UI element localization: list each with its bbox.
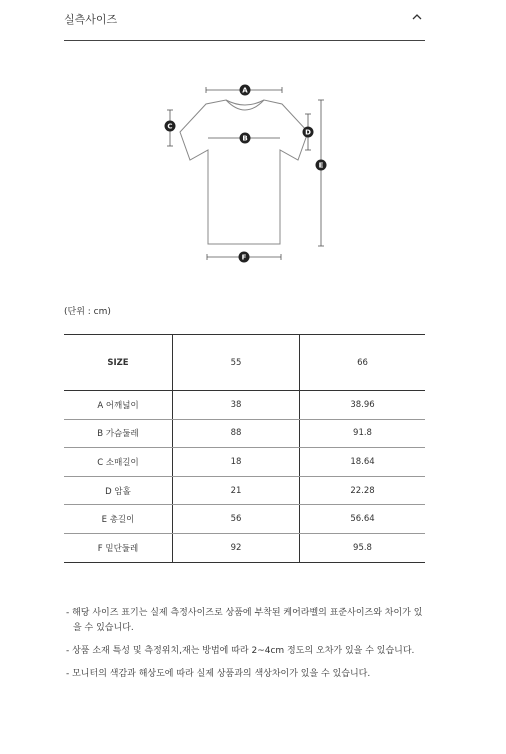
measurement-name: D 암홀	[64, 476, 173, 505]
column-header: 66	[300, 335, 426, 391]
note-monitor-color: - 모니터의 색감과 해상도에 따라 실제 상품과의 색상차이가 있을 수 있습니다.	[66, 669, 371, 679]
size-notes	[66, 606, 426, 690]
marker-f	[239, 252, 250, 263]
table-header-row	[64, 335, 425, 391]
table-row	[64, 533, 425, 562]
marker-d-label: D	[305, 128, 311, 137]
table-row	[64, 419, 425, 448]
measurement-name: F 밑단둘레	[64, 533, 173, 562]
size-value: 38	[173, 391, 300, 420]
measurement-name: E 총길이	[64, 505, 173, 534]
size-section-header[interactable]	[64, 0, 425, 41]
size-value: 38.96	[300, 391, 426, 420]
size-value: 18	[173, 448, 300, 477]
table-row	[64, 505, 425, 534]
table-row	[64, 476, 425, 505]
size-value: 56	[173, 505, 300, 534]
measurement-name: B 가슴둘레	[64, 419, 173, 448]
marker-e-label: E	[318, 161, 324, 170]
tshirt-outline	[180, 100, 308, 244]
marker-d	[303, 127, 314, 138]
table-row	[64, 448, 425, 477]
size-value: 21	[173, 476, 300, 505]
size-value: 95.8	[300, 533, 426, 562]
size-value: 22.28	[300, 476, 426, 505]
size-value: 91.8	[300, 419, 426, 448]
marker-b	[240, 133, 251, 144]
tshirt-measurement-diagram	[160, 80, 336, 270]
measurement-name: A 어깨넓이	[64, 391, 173, 420]
note-measurement-error: - 상품 소재 특성 및 측정위치,재는 방법에 따라 2~4cm 정도의 오차가 있을 수 있습니다.	[66, 646, 415, 656]
column-header: SIZE	[64, 335, 173, 391]
marker-c	[165, 121, 176, 132]
unit-label: (단위 : cm)	[64, 307, 111, 317]
size-value: 18.64	[300, 448, 426, 477]
marker-e	[316, 160, 327, 171]
column-header: 55	[173, 335, 300, 391]
marker-a-label: A	[242, 86, 248, 95]
size-value: 56.64	[300, 505, 426, 534]
size-value: 92	[173, 533, 300, 562]
marker-f-label: F	[241, 253, 247, 262]
table-row	[64, 391, 425, 420]
note-label-size: - 해당 사이즈 표기는 실제 측정사이즈로 상품에 부착된 케어라벨의 표준사이즈와 차이가 있을 수 있습니다.	[66, 608, 423, 633]
chevron-up-icon[interactable]	[411, 12, 423, 22]
marker-c-label: C	[167, 122, 173, 131]
size-table	[64, 334, 425, 563]
section-title: 실측사이즈	[64, 13, 118, 26]
size-value: 88	[173, 419, 300, 448]
marker-a	[240, 85, 251, 96]
marker-b-label: B	[242, 134, 248, 143]
measurement-name: C 소매길이	[64, 448, 173, 477]
